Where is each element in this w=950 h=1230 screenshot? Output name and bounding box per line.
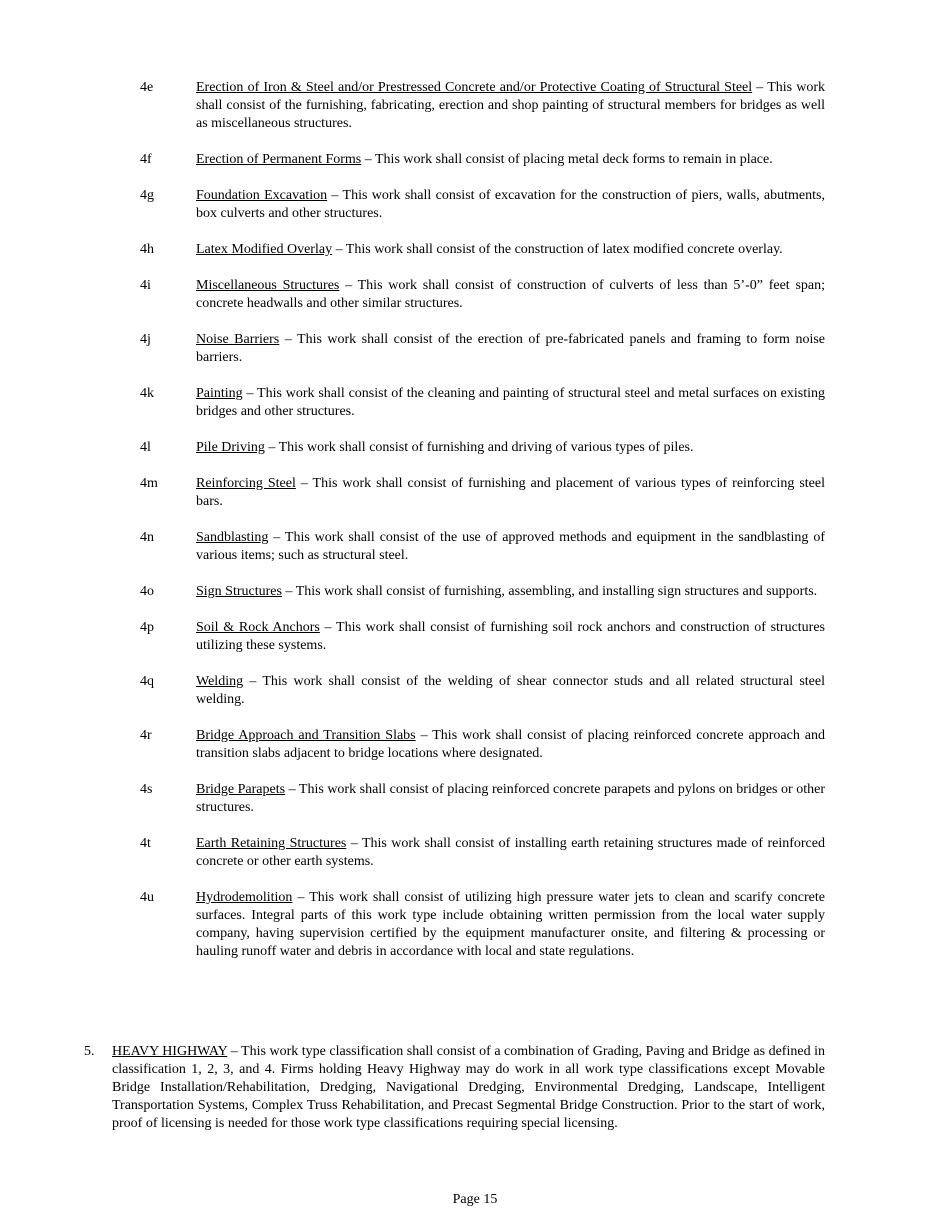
item-description: – This work shall consist of placing reinforced concrete parapets and pylons on bridges or other structures. [196, 782, 826, 815]
item-description: – This work shall consist of the cleaning and painting of structural steel and metal surfaces on existing bridges and other structures. [196, 386, 825, 419]
item-description: – This work shall consist of the furnishing, fabricating, erection and shop painting of structural members for bridges as well as miscellaneous structures. [196, 80, 825, 131]
item-term: Sign Structures [196, 584, 282, 599]
item-term: Soil & Rock Anchors [196, 620, 320, 635]
list-item [140, 889, 825, 961]
item-description: – This work shall consist of the welding of shear connector studs and all related structural steel welding. [196, 674, 825, 707]
item-text [196, 187, 825, 223]
section-text [112, 1043, 825, 1133]
item-term: Painting [196, 386, 243, 401]
work-type-list [140, 79, 825, 979]
item-text [196, 889, 825, 961]
item-text [196, 241, 825, 259]
item-description: – This work shall consist of furnishing, assembling, and installing sign structures and supports. [281, 584, 818, 599]
item-term: Earth Retaining Structures [196, 836, 347, 851]
list-item [140, 187, 825, 223]
list-item [140, 727, 825, 763]
item-code: 4i [140, 278, 151, 293]
item-term: Foundation Excavation [196, 188, 328, 203]
list-item [140, 79, 825, 133]
item-code: 4l [140, 440, 151, 455]
item-term: Sandblasting [196, 530, 269, 545]
item-description: – This work shall consist of utilizing high pressure water jets to clean and scarify concrete surfaces. Integral parts of this work type include obtaining written permission from the local water supply company, having supervision certified by the equipment manufacturer onsite, and filtering & processing or hauling runoff water and debris in accordance with local and state regulations. [196, 890, 825, 959]
list-item [140, 151, 825, 169]
list-item [140, 277, 825, 313]
item-code: 4n [140, 530, 154, 545]
item-term: Bridge Approach and Transition Slabs [196, 728, 416, 743]
list-item [140, 835, 825, 871]
item-description: – This work shall consist of furnishing and placement of various types of reinforcing steel bars. [196, 476, 825, 509]
page-number: Page 15 [452, 1192, 498, 1207]
item-text [196, 727, 825, 763]
item-text [196, 439, 825, 457]
list-item [140, 331, 825, 367]
item-code: 4h [140, 242, 154, 257]
item-term: Pile Driving [196, 440, 265, 455]
item-term: Welding [196, 674, 244, 689]
item-text [196, 529, 825, 565]
item-code: 4q [140, 674, 154, 689]
item-text [196, 835, 825, 871]
list-item [140, 475, 825, 511]
item-term: Noise Barriers [196, 332, 280, 347]
item-code: 4r [140, 728, 152, 743]
item-description: – This work shall consist of furnishing and driving of various types of piles. [264, 440, 694, 455]
item-text [196, 79, 825, 133]
item-term: Erection of Permanent Forms [196, 152, 362, 167]
item-term: Latex Modified Overlay [196, 242, 333, 257]
item-code: 4g [140, 188, 154, 203]
item-term: Erection of Iron & Steel and/or Prestressed Concrete and/or Protective Coating of Structural Steel [196, 80, 753, 95]
list-item [140, 241, 825, 259]
item-description: – This work shall consist of placing metal deck forms to remain in place. [361, 152, 773, 167]
item-description: – This work shall consist of the erection of pre-fabricated panels and framing to form noise barriers. [196, 332, 825, 365]
item-description: – This work shall consist of the construction of latex modified concrete overlay. [332, 242, 783, 257]
section-heavy-highway [84, 1043, 825, 1133]
item-description: – This work shall consist of installing earth retaining structures made of reinforced concrete or other earth systems. [196, 836, 825, 869]
item-term: Reinforcing Steel [196, 476, 296, 491]
item-description: – This work shall consist of placing reinforced concrete approach and transition slabs adjacent to bridge locations where designated. [196, 728, 825, 761]
list-item [140, 439, 825, 457]
item-code: 4k [140, 386, 154, 401]
item-text [196, 151, 825, 169]
item-text [196, 619, 825, 655]
item-code: 4s [140, 782, 153, 797]
list-item [140, 583, 825, 601]
section-description: – This work type classification shall consist of a combination of Grading, Paving and Bridge as defined in classification 1, 2, 3, and 4. Firms holding Heavy Highway may do work in all work type classifications except Movable Bridge Installation/Rehabilitation, Dredging, Navigational Dredging, Environmental Dredging, Landscape, Intelligent Transportation Systems, Complex Truss Rehabilitation, and Precast Segmental Bridge Construction. Prior to the start of work, proof of licensing is needed for those work type classifications requiring special licensing. [112, 1044, 825, 1131]
section-number: 5. [84, 1044, 95, 1059]
item-term: Bridge Parapets [196, 782, 286, 797]
list-item [140, 619, 825, 655]
list-item [140, 385, 825, 421]
item-description: – This work shall consist of the use of approved methods and equipment in the sandblasting of various items; such as structural steel. [196, 530, 825, 563]
list-item [140, 673, 825, 709]
item-code: 4f [140, 152, 152, 167]
item-text [196, 781, 825, 817]
item-code: 4p [140, 620, 154, 635]
item-text [196, 277, 825, 313]
item-text [196, 331, 825, 367]
item-code: 4j [140, 332, 151, 347]
item-description: – This work shall consist of construction of culverts of less than 5’-0” feet span; concrete headwalls and other similar structures. [196, 278, 825, 311]
list-item [140, 529, 825, 565]
item-code: 4o [140, 584, 154, 599]
item-code: 4m [140, 476, 158, 491]
item-text [196, 385, 825, 421]
item-description: – This work shall consist of excavation for the construction of piers, walls, abutments, box culverts and other structures. [196, 188, 825, 221]
item-description: – This work shall consist of furnishing soil rock anchors and construction of structures utilizing these systems. [196, 620, 825, 653]
item-text [196, 673, 825, 709]
list-item [140, 781, 825, 817]
item-text [196, 583, 825, 601]
item-code: 4u [140, 890, 154, 905]
section-term: HEAVY HIGHWAY [112, 1044, 228, 1059]
item-term: Hydrodemolition [196, 890, 293, 905]
item-code: 4e [140, 80, 154, 95]
item-term: Miscellaneous Structures [196, 278, 340, 293]
item-code: 4t [140, 836, 151, 851]
item-text [196, 475, 825, 511]
